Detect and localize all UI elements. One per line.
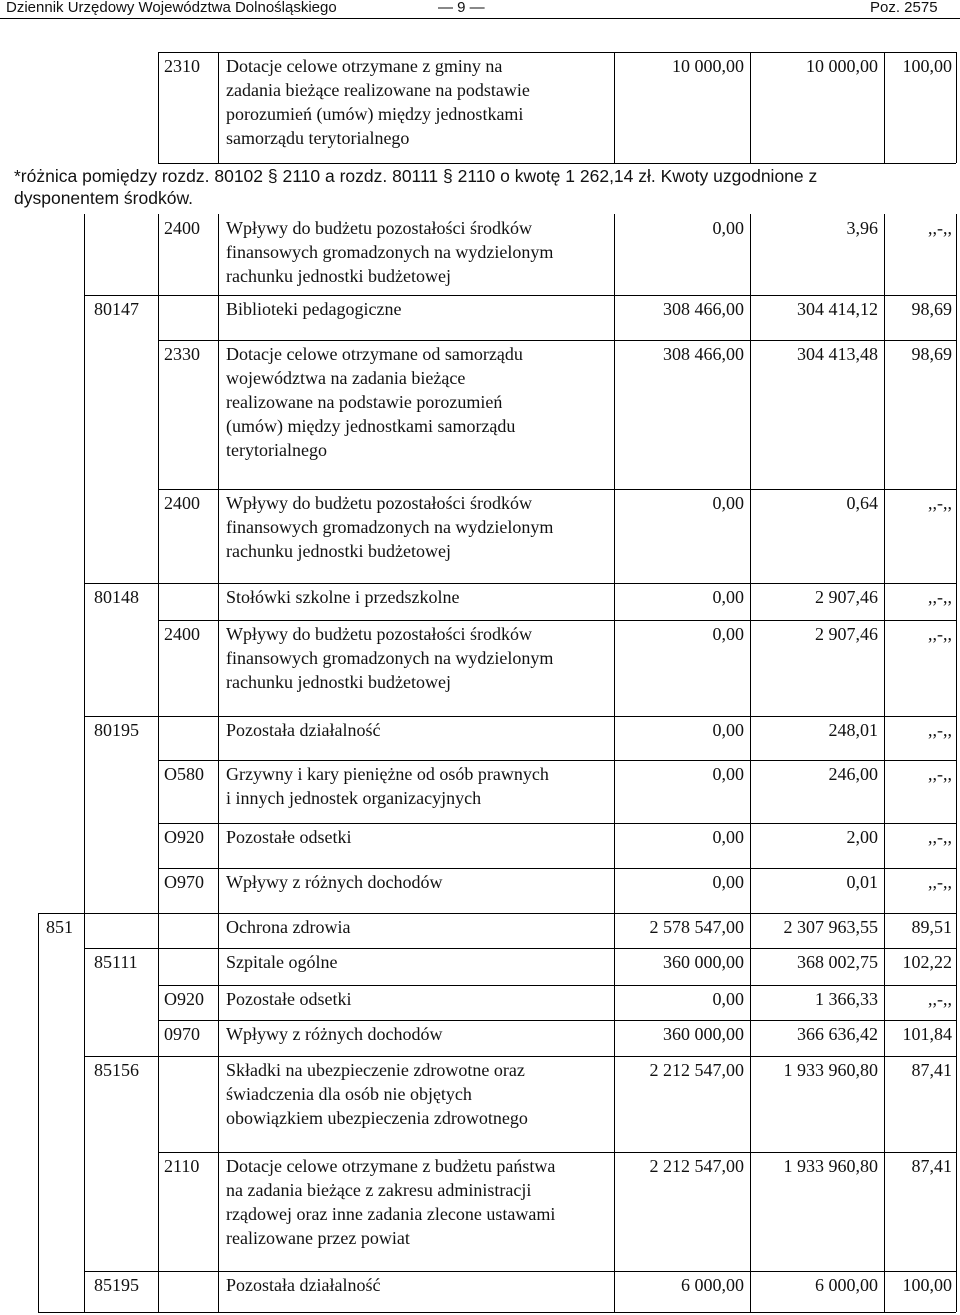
description-line: Dotacje celowe otrzymane z budżetu państwa <box>226 1156 556 1176</box>
description-line: rachunku jednostki budżetowej <box>226 541 451 561</box>
description-line: finansowych gromadzonych na wydzielonym <box>226 242 554 262</box>
percent-value: 89,51 <box>911 917 952 937</box>
grid-line <box>158 823 956 824</box>
grid-line <box>84 214 85 1312</box>
plan-value: 0,00 <box>712 764 744 784</box>
percent-value: ,,-,, <box>928 872 952 892</box>
description-line: porozumień (umów) między jednostkami <box>226 104 524 124</box>
grid-line <box>158 52 956 53</box>
description-line: i innych jednostek organizacyjnych <box>226 788 482 808</box>
executed-value: 6 000,00 <box>815 1275 878 1295</box>
grid-line <box>158 52 159 163</box>
grid-line <box>158 985 956 986</box>
paragraph-code: 2310 <box>164 56 200 76</box>
description-line: Grzywny i kary pieniężne od osób prawnych <box>226 764 549 784</box>
journal-title: Dziennik Urzędowy Województwa Dolnośląskiego <box>6 0 337 16</box>
executed-value: 2,00 <box>846 827 878 847</box>
grid-line <box>158 620 956 621</box>
grid-line <box>38 1312 956 1313</box>
plan-value: 308 466,00 <box>663 344 744 364</box>
executed-value: 304 413,48 <box>797 344 878 364</box>
plan-value: 2 212 547,00 <box>649 1060 744 1080</box>
percent-value: 87,41 <box>911 1156 952 1176</box>
plan-value: 2 212 547,00 <box>649 1156 744 1176</box>
paragraph-code: 0970 <box>164 1024 200 1044</box>
description-line: finansowych gromadzonych na wydzielonym <box>226 517 554 537</box>
grid-line <box>158 214 159 1312</box>
description-line: Wpływy do budżetu pozostałości środków <box>226 624 532 644</box>
grid-line <box>158 163 956 164</box>
description-line: Biblioteki pedagogiczne <box>226 299 402 319</box>
position-number: Poz. 2575 <box>870 0 938 16</box>
description-line: Stołówki szkolne i przedszkolne <box>226 587 460 607</box>
plan-value: 0,00 <box>712 587 744 607</box>
plan-value: 360 000,00 <box>663 952 744 972</box>
description-line: Wpływy do budżetu pozostałości środków <box>226 218 532 238</box>
executed-value: 246,00 <box>828 764 878 784</box>
footnote-line-2: dysponentem środków. <box>14 188 193 208</box>
plan-value: 0,00 <box>712 624 744 644</box>
paragraph-code: O920 <box>164 827 204 847</box>
grid-line <box>84 295 956 296</box>
grid-line <box>158 340 956 341</box>
chapter-code: 85156 <box>94 1060 139 1080</box>
footnote-line-1: *różnica pomiędzy rozdz. 80102 § 2110 a rozdz. 80111 § 2110 o kwotę 1 262,14 zł. Kwoty uzgodnione z <box>14 166 818 186</box>
description-line: realizowane przez powiat <box>226 1228 410 1248</box>
grid-line <box>158 868 956 869</box>
plan-value: 2 578 547,00 <box>649 917 744 937</box>
percent-value: ,,-,, <box>928 218 952 238</box>
executed-value: 366 636,42 <box>797 1024 878 1044</box>
description-line: Dotacje celowe otrzymane od samorządu <box>226 344 523 364</box>
description-line: finansowych gromadzonych na wydzielonym <box>226 648 554 668</box>
percent-value: 100,00 <box>902 56 952 76</box>
description-line: Wpływy do budżetu pozostałości środków <box>226 493 532 513</box>
description-line: (umów) między jednostkami samorządu <box>226 416 516 436</box>
percent-value: ,,-,, <box>928 587 952 607</box>
description-line: Pozostałe odsetki <box>226 827 352 847</box>
percent-value: 87,41 <box>911 1060 952 1080</box>
chapter-code: 85111 <box>94 952 138 972</box>
description-line: Pozostałe odsetki <box>226 989 352 1009</box>
plan-value: 0,00 <box>712 218 744 238</box>
description-line: rachunku jednostki budżetowej <box>226 672 451 692</box>
executed-value: 10 000,00 <box>806 56 878 76</box>
grid-line <box>158 489 956 490</box>
description-line: świadczenia dla osób nie objętych <box>226 1084 472 1104</box>
grid-line <box>84 1056 956 1057</box>
plan-value: 308 466,00 <box>663 299 744 319</box>
plan-value: 0,00 <box>712 989 744 1009</box>
executed-value: 1 933 960,80 <box>783 1060 878 1080</box>
executed-value: 304 414,12 <box>797 299 878 319</box>
grid-line <box>158 1020 956 1021</box>
grid-line <box>38 913 39 1312</box>
percent-value: 100,00 <box>902 1275 952 1295</box>
description-line: realizowane na podstawie porozumień <box>226 392 503 412</box>
grid-line <box>956 52 957 163</box>
plan-value: 10 000,00 <box>672 56 744 76</box>
executed-value: 0,01 <box>846 872 878 892</box>
chapter-code: 80148 <box>94 587 139 607</box>
executed-value: 248,01 <box>828 720 878 740</box>
paragraph-code: 2400 <box>164 493 200 513</box>
paragraph-code: 2400 <box>164 218 200 238</box>
plan-value: 360 000,00 <box>663 1024 744 1044</box>
paragraph-code: 2400 <box>164 624 200 644</box>
chapter-code: 85195 <box>94 1275 139 1295</box>
grid-line <box>84 948 956 949</box>
executed-value: 2 307 963,55 <box>783 917 878 937</box>
grid-line <box>158 1152 956 1153</box>
percent-value: ,,-,, <box>928 493 952 513</box>
executed-value: 2 907,46 <box>815 624 878 644</box>
percent-value: ,,-,, <box>928 989 952 1009</box>
plan-value: 6 000,00 <box>681 1275 744 1295</box>
percent-value: ,,-,, <box>928 720 952 740</box>
section-code: 851 <box>46 917 73 937</box>
chapter-code: 80195 <box>94 720 139 740</box>
percent-value: ,,-,, <box>928 624 952 644</box>
description-line: województwa na zadania bieżące <box>226 368 466 388</box>
chapter-code: 80147 <box>94 299 139 319</box>
description-line: rządowej oraz inne zadania zlecone ustawami <box>226 1204 556 1224</box>
description-line: Szpitale ogólne <box>226 952 338 972</box>
description-line: Ochrona zdrowia <box>226 917 351 937</box>
paragraph-code: O920 <box>164 989 204 1009</box>
grid-line <box>218 214 219 1312</box>
paragraph-code: 2110 <box>164 1156 200 1176</box>
description-line: samorządu terytorialnego <box>226 128 410 148</box>
grid-line <box>218 52 219 163</box>
executed-value: 2 907,46 <box>815 587 878 607</box>
executed-value: 0,64 <box>846 493 878 513</box>
description-line: Składki na ubezpieczenie zdrowotne oraz <box>226 1060 525 1080</box>
paragraph-code: 2330 <box>164 344 200 364</box>
description-line: zadania bieżące realizowane na podstawie <box>226 80 530 100</box>
percent-value: 102,22 <box>902 952 952 972</box>
percent-value: ,,-,, <box>928 827 952 847</box>
grid-line <box>84 1271 956 1272</box>
header-rule <box>0 18 960 19</box>
grid-line <box>38 913 956 914</box>
description-line: na zadania bieżące z zakresu administracji <box>226 1180 532 1200</box>
plan-value: 0,00 <box>712 720 744 740</box>
percent-value: 98,69 <box>911 299 952 319</box>
description-line: Dotacje celowe otrzymane z gminy na <box>226 56 503 76</box>
grid-line <box>956 214 957 1312</box>
percent-value: 98,69 <box>911 344 952 364</box>
description-line: Pozostała działalność <box>226 1275 381 1295</box>
paragraph-code: O580 <box>164 764 204 784</box>
percent-value: ,,-,, <box>928 764 952 784</box>
executed-value: 1 366,33 <box>815 989 878 1009</box>
description-line: Wpływy z różnych dochodów <box>226 872 443 892</box>
grid-line <box>158 760 956 761</box>
plan-value: 0,00 <box>712 493 744 513</box>
executed-value: 3,96 <box>846 218 878 238</box>
executed-value: 1 933 960,80 <box>783 1156 878 1176</box>
executed-value: 368 002,75 <box>797 952 878 972</box>
plan-value: 0,00 <box>712 872 744 892</box>
description-line: obowiązkiem ubezpieczenia zdrowotnego <box>226 1108 528 1128</box>
grid-line <box>84 716 956 717</box>
description-line: Wpływy z różnych dochodów <box>226 1024 443 1044</box>
percent-value: 101,84 <box>902 1024 952 1044</box>
grid-line <box>84 583 956 584</box>
plan-value: 0,00 <box>712 827 744 847</box>
page-number: — 9 — <box>438 0 485 16</box>
description-line: terytorialnego <box>226 440 327 460</box>
description-line: Pozostała działalność <box>226 720 381 740</box>
description-line: rachunku jednostki budżetowej <box>226 266 451 286</box>
paragraph-code: O970 <box>164 872 204 892</box>
